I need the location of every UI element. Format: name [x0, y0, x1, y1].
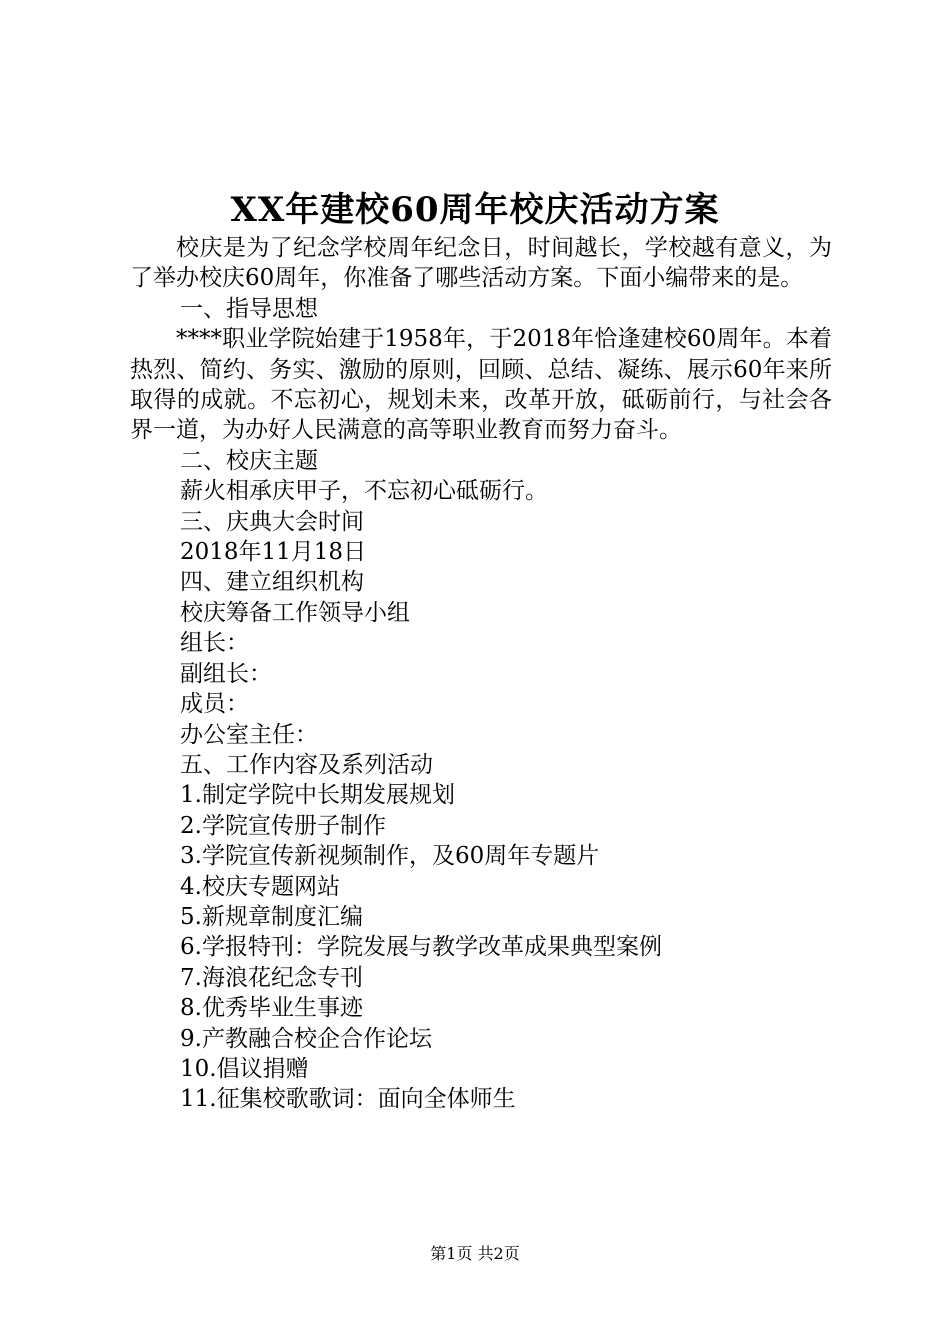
activity-item: 10.倡议捐赠	[180, 1055, 309, 1082]
guiding-principle-paragraph: ****职业学院始建于1958年，于2018年恰逢建校60周年。本着热烈、简约、务实、激励的原则，回顾、总结、凝练、展示60年来所取得的成就。不忘初心，规划未来，改革开放，砥砺前行，与社会各界一道，为办好人民满意的高等职业教育而努力奋斗。	[130, 326, 832, 444]
activity-item: 9.产教融合校企合作论坛	[180, 1025, 432, 1052]
section-heading: 三、庆典大会时间	[180, 508, 364, 535]
activity-item: 1.制定学院中长期发展规划	[180, 782, 455, 809]
theme-text: 薪火相承庆甲子，不忘初心砥砺行。	[180, 478, 548, 505]
organization-line: 组长：	[180, 630, 249, 657]
activity-item: 3.学院宣传新视频制作，及60周年专题片	[180, 843, 600, 870]
organization-line: 成员：	[180, 691, 249, 718]
page-number-footer: 第1页 共2页	[430, 1244, 520, 1263]
activity-item: 8.优秀毕业生事迹	[180, 995, 363, 1022]
activity-item: 7.海浪花纪念专刊	[180, 964, 363, 991]
activity-item: 5.新规章制度汇编	[180, 903, 363, 930]
document-title: XX年建校60周年校庆活动方案	[230, 190, 720, 230]
intro-paragraph: 校庆是为了纪念学校周年纪念日，时间越长，学校越有意义，为了举办校庆60周年，你准备了哪些活动方案。下面小编带来的是。	[130, 235, 832, 292]
activity-item: 6.学报特刊：学院发展与教学改革成果典型案例	[180, 934, 662, 961]
section-heading: 二、校庆主题	[180, 447, 318, 474]
organization-line: 校庆筹备工作领导小组	[180, 599, 410, 626]
ceremony-date: 2018年11月18日	[180, 539, 367, 566]
organization-line: 副组长：	[180, 660, 272, 687]
activity-item: 4.校庆专题网站	[180, 873, 340, 900]
section-heading: 一、指导思想	[180, 295, 318, 322]
section-heading: 四、建立组织机构	[180, 569, 364, 596]
section-heading: 五、工作内容及系列活动	[180, 751, 433, 778]
document-body	[130, 233, 832, 1115]
organization-line: 办公室主任：	[180, 721, 318, 748]
activity-item: 11.征集校歌歌词：面向全体师生	[180, 1086, 516, 1113]
activity-item: 2.学院宣传册子制作	[180, 812, 386, 839]
